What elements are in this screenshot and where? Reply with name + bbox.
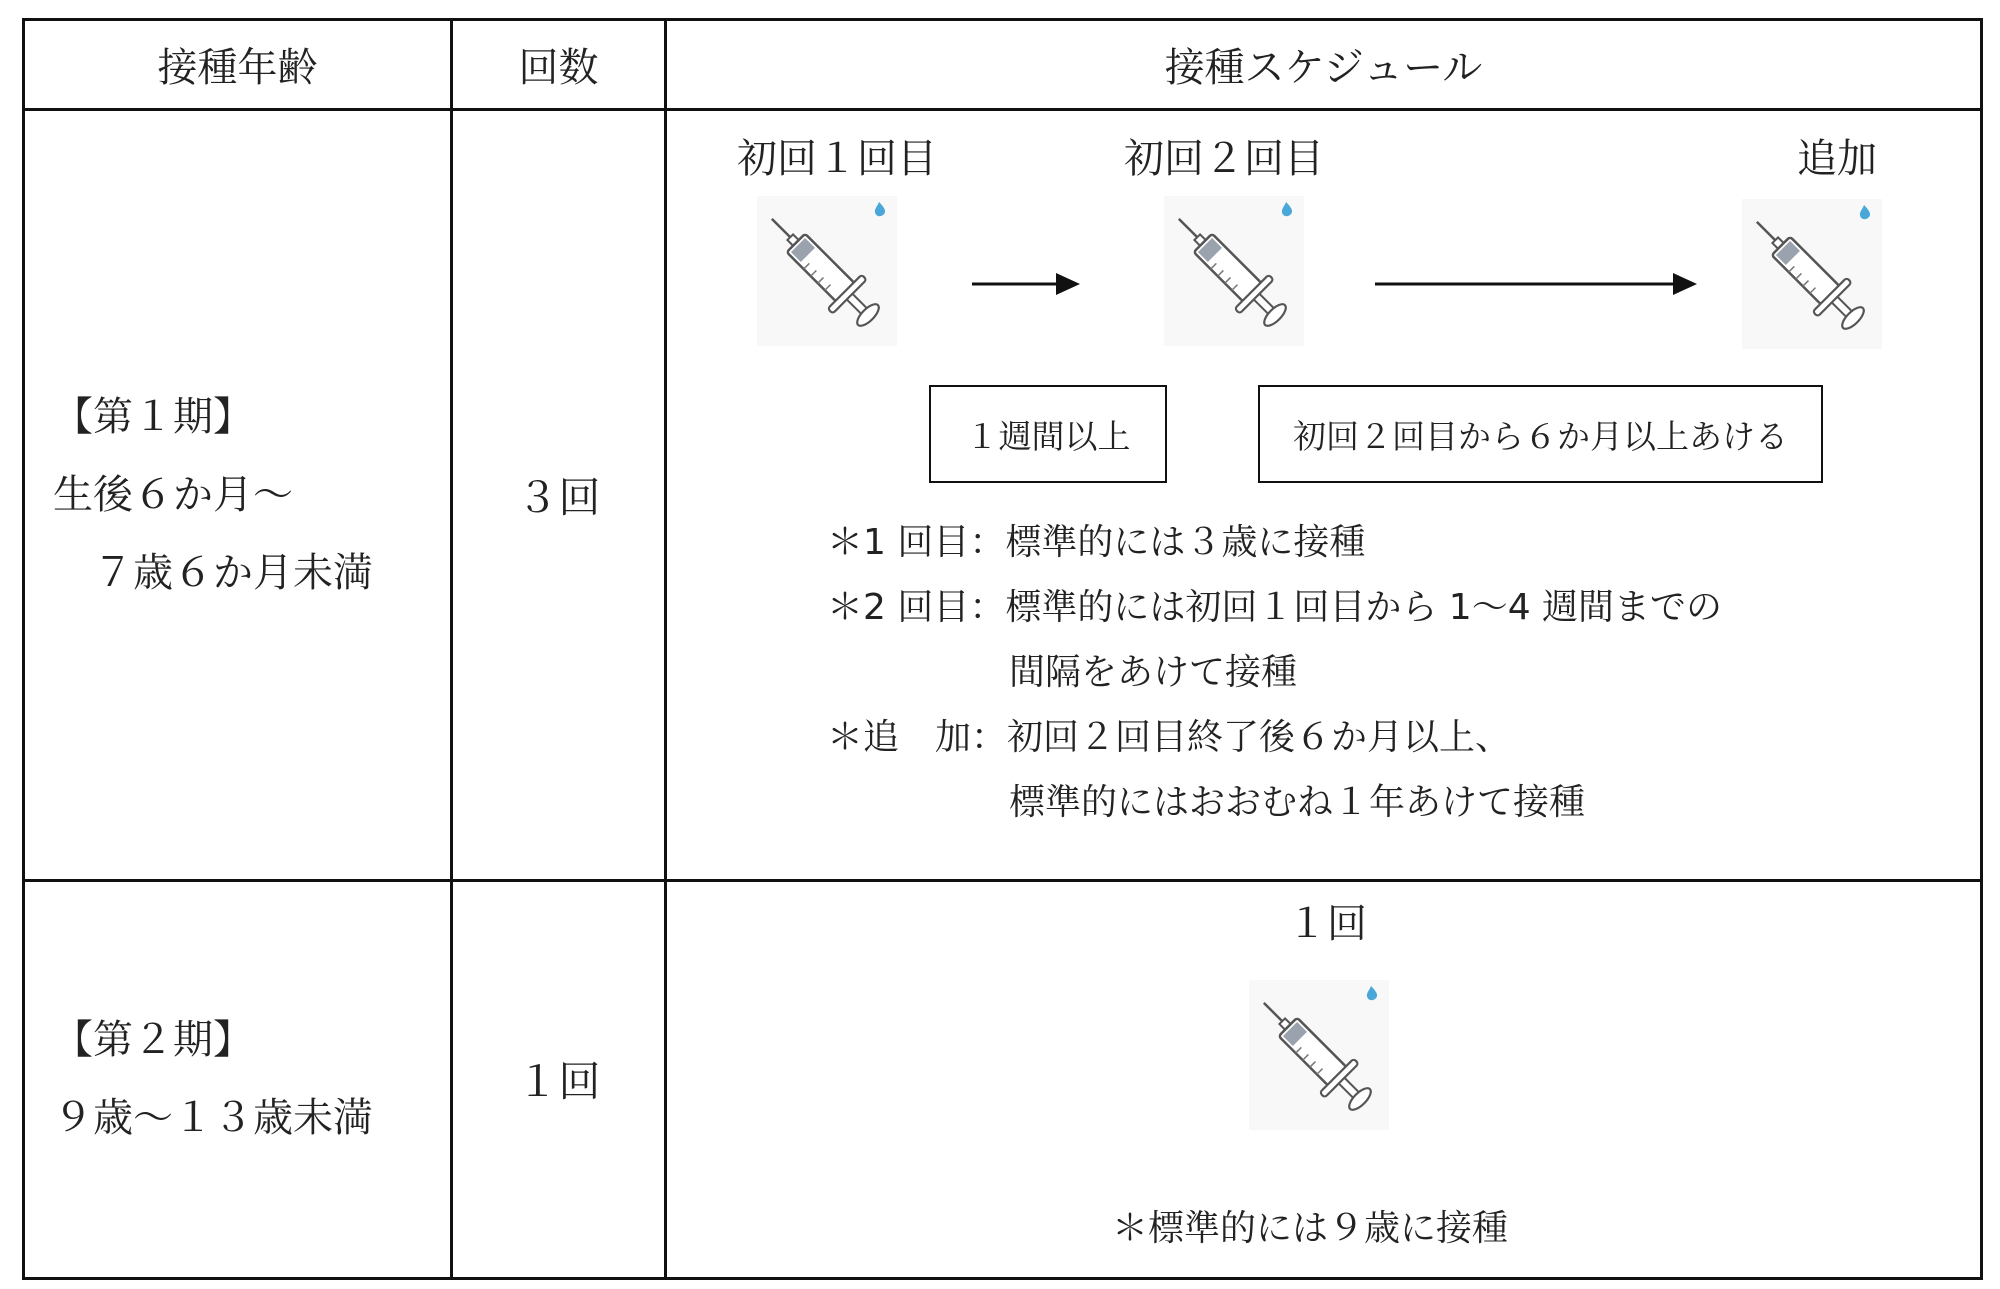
table-row-period1 bbox=[24, 110, 1982, 880]
note-dose1: ＊1 回目：標準的には３歳に接種 bbox=[827, 522, 1366, 564]
dose1-label: 初回１回目 bbox=[737, 136, 937, 183]
period1-title: 【第１期】 bbox=[53, 394, 253, 440]
period2-age-cell bbox=[24, 880, 452, 1278]
period2-count: １回 bbox=[452, 880, 666, 1278]
header-schedule: 接種スケジュール bbox=[666, 20, 1982, 110]
syringe-icon bbox=[757, 196, 897, 346]
header-row bbox=[24, 20, 1982, 110]
interval1-box: １週間以上 bbox=[929, 385, 1167, 483]
table-row-period2 bbox=[24, 880, 1982, 1278]
period1-age-line2: ７歳６か月未満 bbox=[53, 550, 373, 596]
period2-note: ＊標準的には９歳に接種 bbox=[1112, 1207, 1509, 1249]
period2-title: 【第２期】 bbox=[53, 1017, 253, 1064]
period1-age-line1: 生後６か月～ bbox=[53, 472, 293, 518]
note-booster-line2: 標準的にはおおむね１年あけて接種 bbox=[1009, 782, 1586, 824]
note-dose2-line2: 間隔をあけて接種 bbox=[1009, 652, 1298, 694]
period2-age-line1: ９歳～１３歳未満 bbox=[53, 1095, 373, 1142]
period2-dose-label: １回 bbox=[1287, 900, 1367, 947]
arrow-right-icon bbox=[972, 269, 1082, 299]
period2-schedule-cell bbox=[666, 880, 1982, 1278]
period1-schedule-cell bbox=[666, 110, 1982, 880]
period1-count: ３回 bbox=[452, 110, 666, 880]
syringe-icon bbox=[1164, 196, 1304, 346]
syringe-icon bbox=[1742, 199, 1882, 349]
interval2-box: 初回２回目から６か月以上あける bbox=[1258, 385, 1823, 483]
booster-label: 追加 bbox=[1797, 136, 1877, 183]
dose2-label: 初回２回目 bbox=[1124, 136, 1324, 183]
syringe-icon bbox=[1249, 980, 1389, 1130]
arrow-right-icon bbox=[1375, 269, 1700, 299]
header-age: 接種年齢 bbox=[24, 20, 452, 110]
note-booster-line1: ＊追 加：初回２回目終了後６か月以上、 bbox=[827, 717, 1512, 759]
note-dose2-line1: ＊2 回目：標準的には初回１回目から 1～4 週間までの bbox=[827, 587, 1723, 629]
vaccination-schedule-table bbox=[22, 18, 1983, 1280]
header-count: 回数 bbox=[452, 20, 666, 110]
period1-age-cell bbox=[24, 110, 452, 880]
